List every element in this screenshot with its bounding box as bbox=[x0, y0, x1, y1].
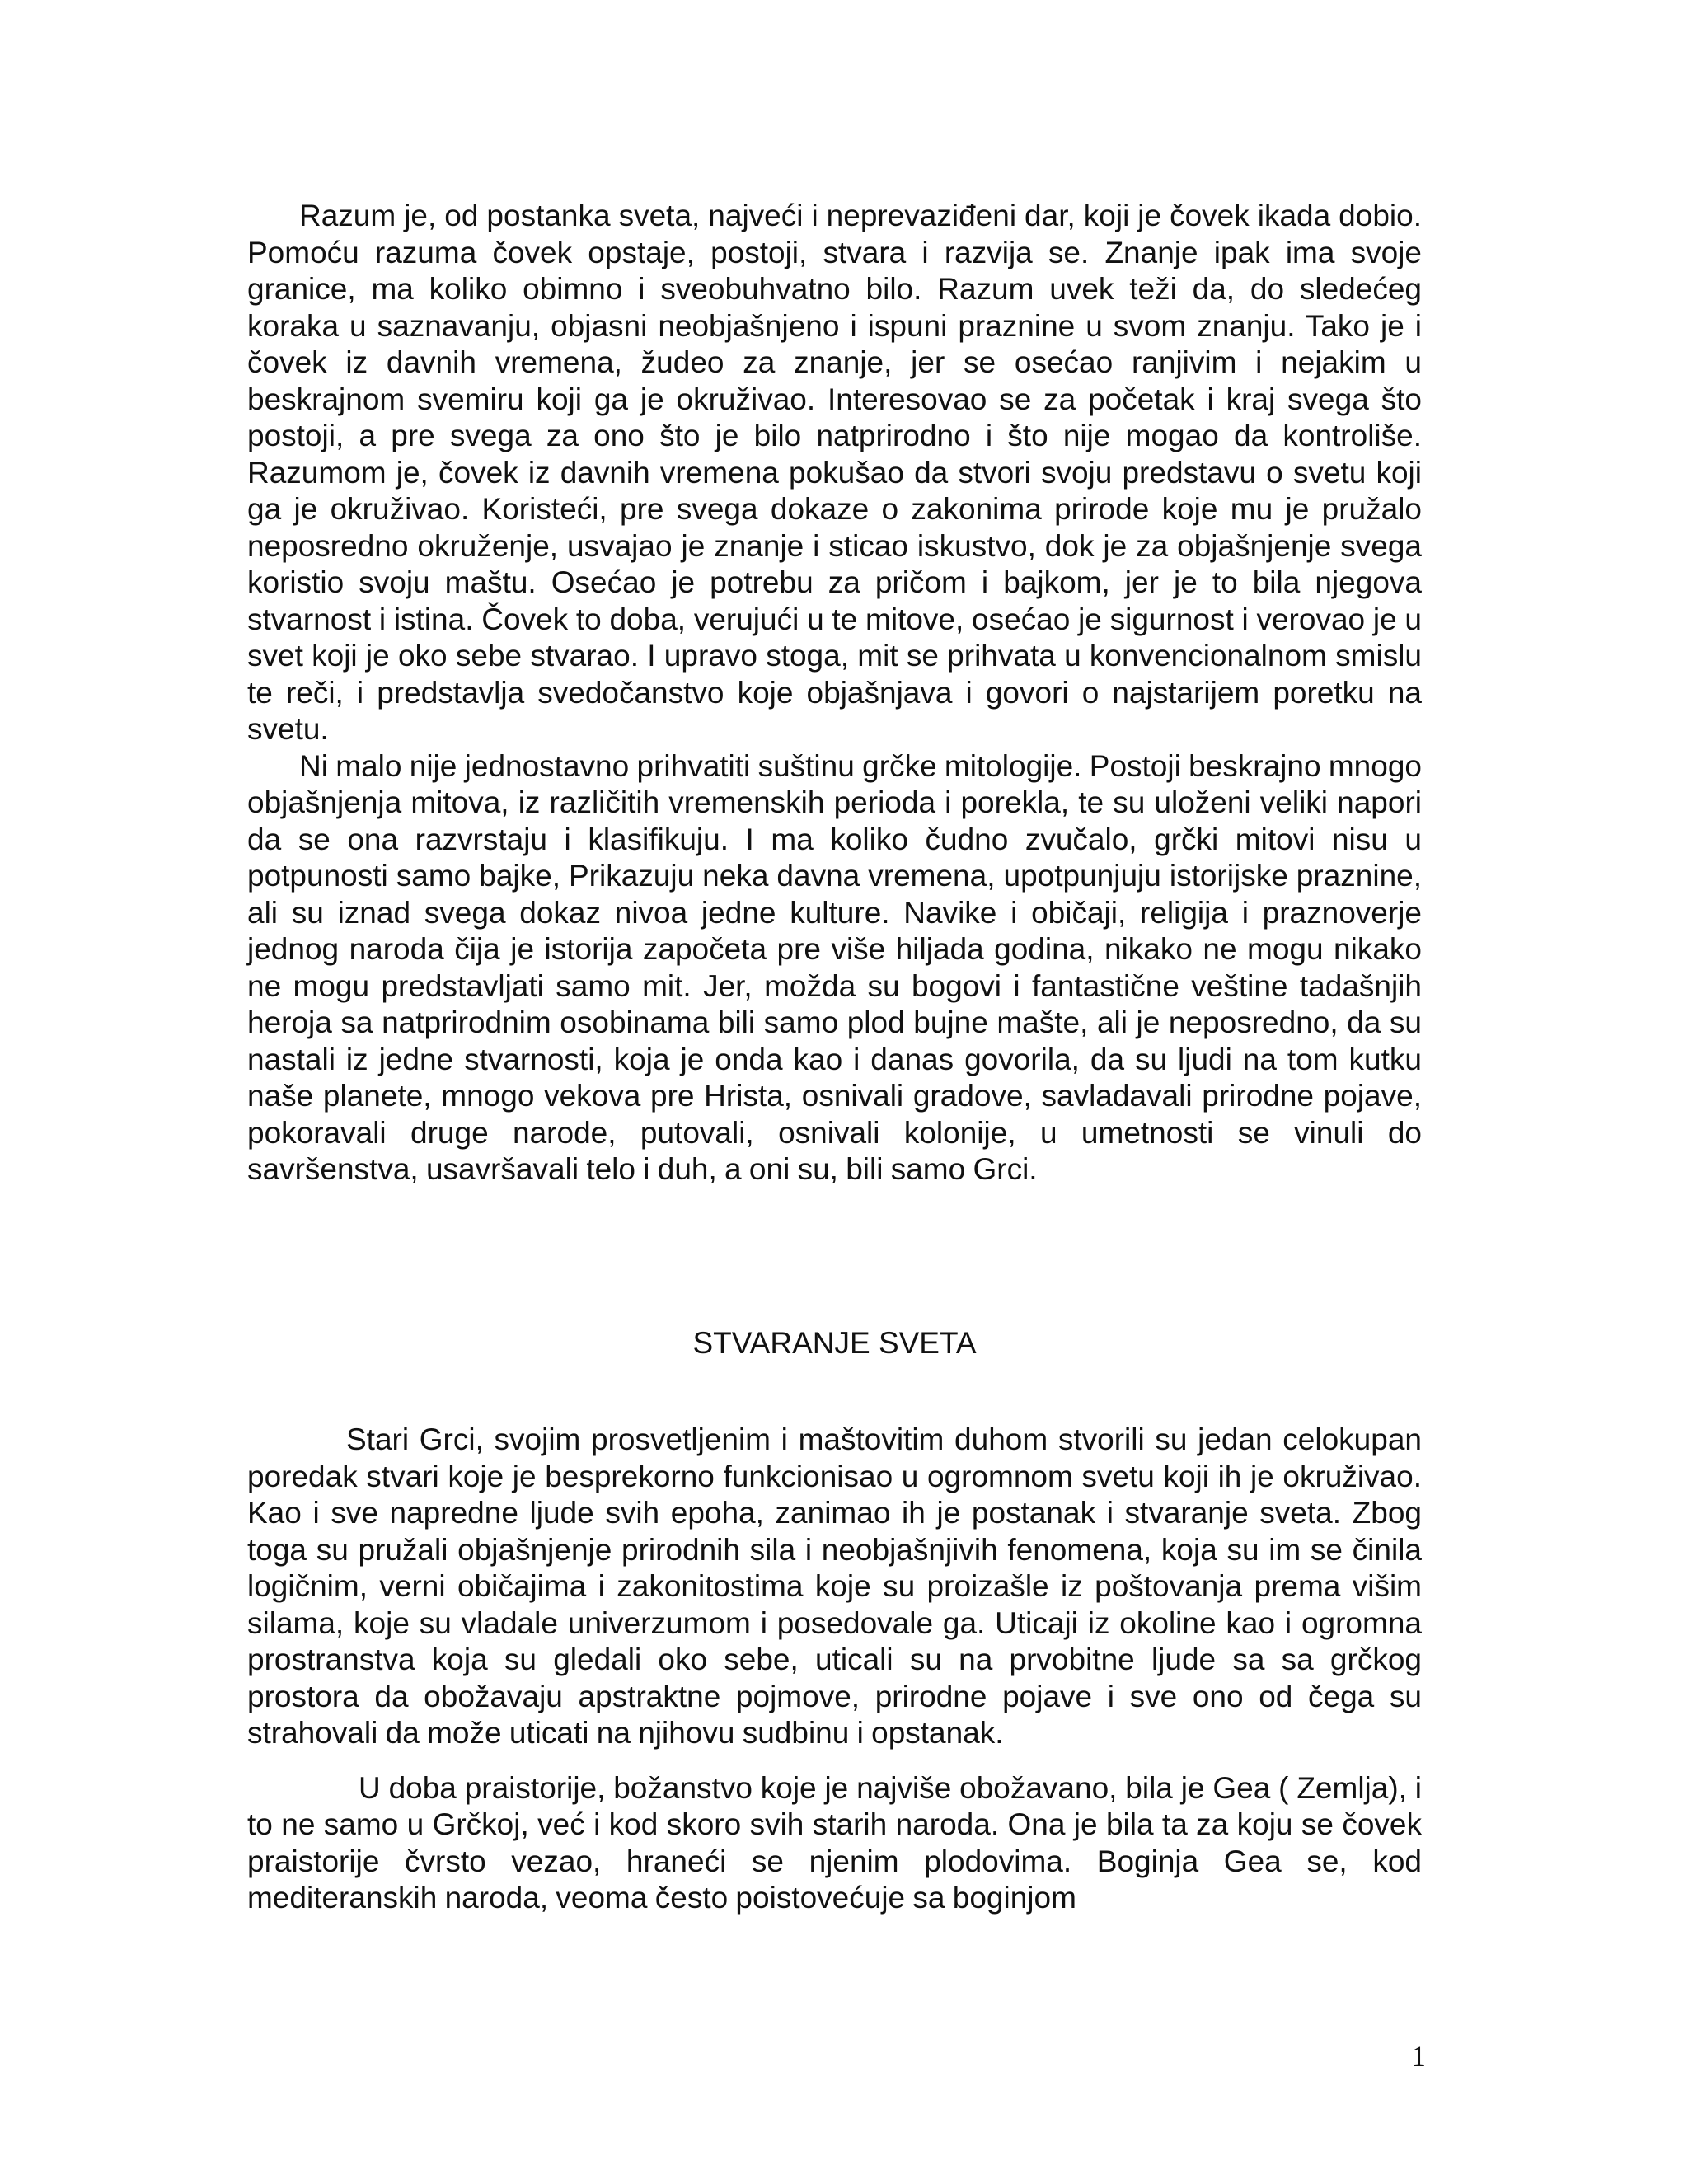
intro-paragraph-2: Ni malo nije jednostavno prihvatiti suštinu grčke mitologije. Postoji beskrajno mnogo objašnjenja mitova, iz različitih vremenskih perioda i porekla, te su uloženi veliki napori da se ona razvrstaju i klasifikuju. I ma koliko čudno zvučalo, grčki mitovi nisu u potpunosti samo bajke, Prikazuju neka davna vremena, upotpunjuju istorijske praznine, ali su iznad svega dokaz nivoa jedne kulture. Navike i običaji, religija i praznoverje jednog naroda čija je istorija započeta pre više hiljada godina, nikako ne mogu nikako ne mogu predstavljati samo mit. Jer, možda su bogovi i fantastične veštine tadašnjih heroja sa natprirodnim osobinama bili samo plod bujne mašte, ali je neposredno, da su nastali iz jedne stvarnosti, koja je onda kao i danas govorila, da su ljudi na tom kutku naše planete, mnogo vekova pre Hrista, osnivali gradove, savladavali prirodne pojave, pokoravali druge narode, putovali, osnivali kolonije, u umetnosti se vinuli do savršenstva, usavršavali telo i duh, a oni su, bili samo Grci. bbox=[247, 748, 1422, 1186]
intro-text-block bbox=[247, 198, 1422, 1188]
page-number: 1 bbox=[1411, 2040, 1426, 2073]
section-heading: STVARANJE SVETA bbox=[692, 1326, 977, 1360]
intro-paragraph-1: Razum je, od postanka sveta, najveći i neprevaziđeni dar, koji je čovek ikada dobio. Pomoću razuma čovek opstaje, postoji, stvara i razvija se. Znanje ipak ima svoje granice, ma koliko obimno i sveobuhvatno bilo. Razum uvek teži da, do sledećeg koraka u saznavanju, objasni neobjašnjeno i ispuni praznine u svom znanju. Tako je i čovek iz davnih vremena, žudeo za znanje, jer se osećao ranjivim i nejakim u beskrajnom svemiru koji ga je okruživao. Interesovao se za početak i kraj svega što postoji, a pre svega za ono što je bilo natprirodno i što nije mogao da kontroliše. Razumom je, čovek iz davnih vremena pokušao da stvori svoju predstavu o svetu koji ga je okruživao. Koristeći, pre svega dokaze o zakonima prirode koje mu je pružalo neposredno okruženje, usvajao je znanje i sticao iskustvo, dok je za objašnjenje svega koristio svoju maštu. Osećao je potrebu za pričom i bajkom, jer je to bila njegova stvarnost i istina. Čovek to doba, verujući u te mitove, osećao je sigurnost i verovao je u svet koji je oko sebe stvarao. I upravo stoga, mit se prihvata u konvencionalnom smislu te reči, i predstavlja svedočanstvo koje objašnjava i govori o najstarijem poretku na svetu. bbox=[247, 199, 1422, 746]
section-text-block bbox=[247, 1422, 1422, 1917]
section-paragraph-1: Stari Grci, svojim prosvetljenim i maštovitim duhom stvorili su jedan celokupan poredak stvari koje je besprekorno funkcionisao u ogromnom svetu koji ih je okruživao. Kao i sve napredne ljude svih epoha, zanimao ih je postanak i stvaranje sveta. Zbog toga su pružali objašnjenje prirodnih sila i neobjašnjivih fenomena, koja su im se činila logičnim, verni običajima i zakonitostima koje su proizašle iz poštovanja prema višim silama, koje su vladale univerzumom i posedovale ga. Uticaji iz okoline kao i ogromna prostranstva koja su gledali oko sebe, uticali su na prvobitne ljude sa sa grčkog prostora da obožavaju apstraktne pojmove, prirodne pojave i sve ono od čega su strahovali da može uticati na njihovu sudbinu i opstanak. bbox=[247, 1422, 1422, 1750]
section-paragraph-2: U doba praistorije, božanstvo koje je najviše obožavano, bila je Gea ( Zemlja), i to ne samo u Grčkoj, već i kod skoro svih starih naroda. Ona je bila ta za koju se čovek praistorije čvrsto vezao, hraneći se njenim plodovima. Boginja Gea se, kod mediteranskih naroda, veoma često poistovećuje sa boginjom bbox=[247, 1770, 1422, 1915]
